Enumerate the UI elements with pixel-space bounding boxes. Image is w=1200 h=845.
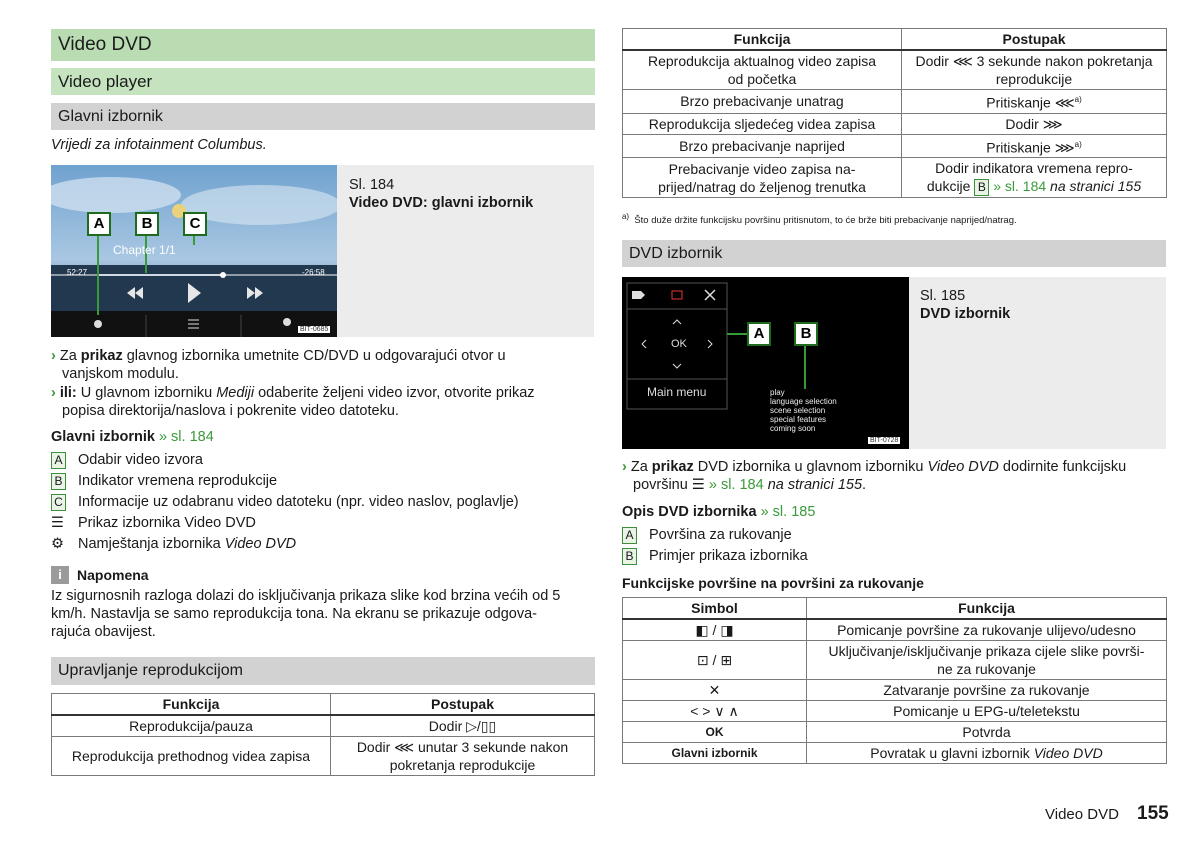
instruction-1: › Za prikaz glavnog izbornika umetnite CD/DVD u odgovarajući otvor u vanjskom modulu.	[51, 348, 506, 382]
bullet-arrow-icon: ›	[51, 385, 56, 401]
callout-c: C	[183, 212, 207, 236]
legend-item: C Informacije uz odabranu video datoteku (npr. video naslov, poglavlje)	[51, 492, 519, 513]
callout-b: B	[135, 212, 159, 236]
table-row: Brzo prebacivanje naprijed Pritiskanje ⋙$^{a)}$	[623, 134, 1167, 158]
note-text: Iz sigurnosnih razloga dolazi do isključivanja prikaza slike kod brzina većih od 5 km/h. Nastavlja se samo reprodukcija tona. Na ekranu se prikazuje odgova- rajuća obavijest.	[51, 588, 561, 640]
footnote: $^{a)}$ Što duže držite funkcijsku površinu pritisnutom, to će brže biti prebacivanje naprijed/natrag.	[622, 212, 1017, 227]
dvd-menu-list	[770, 388, 837, 433]
figure-184-number: Sl. 184	[349, 177, 395, 193]
settings-gear-icon: ⚙	[51, 536, 64, 552]
figure-ref-link[interactable]: » sl. 184	[154, 429, 214, 445]
list-menu-icon: ☰	[691, 477, 705, 493]
section-title-glavni-izbornik: Glavni izbornik	[51, 103, 595, 130]
table-row: Brzo prebacivanje unatrag Pritiskanje ⋘$^{a)}$	[623, 90, 1167, 114]
section-title-dvd-izbornik: DVD izbornik	[622, 240, 1166, 267]
table-row: Reprodukcija prethodnog videa zapisa Dodir ⋘ unutar 3 sekunde nakon pokretanja reprodukcije	[52, 737, 595, 776]
table-row: ✕ Zatvaranje površine za rukovanje	[623, 680, 1167, 701]
video-screen-image	[51, 165, 337, 337]
instruction-2: › ili: U glavnom izborniku Mediji odaberite željeni video izvor, otvorite prikaz popisa direktorija/naslova i pokrenite video datoteku.	[51, 385, 535, 419]
footer-section: Video DVD	[1045, 806, 1119, 823]
table-row: ◧ / ◨ Pomicanje površine za rukovanje ulijevo/udesno	[623, 619, 1167, 641]
figure-ref-link[interactable]: » sl. 184	[704, 477, 764, 493]
figure-code: BIT-0728	[870, 437, 899, 444]
playback-table-1: Funkcija Postupak Reprodukcija/pauza Dodir ▷/▯▯ Reprodukcija prethodnog videa zapisa Dodir ⋘ unutar 3 sekunde nakon pokretanja reprodukcije	[51, 693, 595, 776]
callout-a: A	[747, 322, 771, 346]
figure-ref-link[interactable]: » sl. 185	[756, 504, 816, 520]
page-number: 155	[1137, 803, 1169, 824]
legend-item: ☰ Prikaz izbornika Video DVD	[51, 513, 519, 534]
figure-185-number: Sl. 185	[920, 288, 966, 304]
main-menu-button[interactable]: Main menu	[647, 385, 707, 399]
legend-item: A Odabir video izvora	[51, 450, 519, 471]
list-item[interactable]: coming soon	[770, 424, 816, 433]
instruction-dvd: › Za prikaz DVD izbornika u glavnom izborniku Video DVD dodirnite funkcijsku površinu ☰ » sl. 184 na stranici 155.	[622, 459, 1127, 493]
legend-title: Glavni izbornik » sl. 184	[51, 429, 214, 445]
callout-a: A	[87, 212, 111, 236]
section-title-upravljanje: Upravljanje reprodukcijom	[51, 657, 595, 685]
table-row: Reprodukcija sljedećeg videa zapisa Dodir ⋙	[623, 113, 1167, 134]
dvd-menu-screen	[622, 277, 909, 449]
info-icon: i	[51, 566, 69, 584]
legend-item: B Primjer prikaza izbornika	[622, 546, 808, 567]
chapter-label: Chapter 1/1	[113, 243, 176, 257]
table-row: OK Potvrda	[623, 722, 1167, 743]
list-menu-icon: ☰	[51, 515, 64, 531]
playback-table-2: Funkcija Postupak Reprodukcija aktualnog video zapisa od početka Dodir ⋘ 3 sekunde nakon pokretanja reprodukcije Brzo prebacivanje unatrag Pritiskanje ⋘$^{a)}$ Reprodukcija sljedećeg videa zapisa Dodir ⋙ Brzo prebacivanje naprijed Pritiskanje ⋙$^{a)}$ Prebacivanje video zapisa na- prijed/natrag do željenog trenutka Dodir indikatora vremena repro- dukcije B » sl. 184 na stranici 155	[622, 28, 1167, 198]
table-row: Prebacivanje video zapisa na- prijed/natrag do željenog trenutka Dodir indikatora vremena repro- dukcije B » sl. 184 na stranici 155	[623, 158, 1167, 198]
section-title-video-player: Video player	[51, 68, 595, 95]
table-row: ⊡ / ⊞ Uključivanje/isključivanje prikaza cijele slike površi- ne za rukovanje	[623, 641, 1167, 680]
table-row: Reprodukcija/pauza Dodir ▷/▯▯	[52, 715, 595, 737]
opis-title: Opis DVD izbornika » sl. 185	[622, 504, 816, 520]
list-item[interactable]: language selection	[770, 397, 837, 406]
legend-item: B Indikator vremena reprodukcije	[51, 471, 519, 492]
legend-item: ⚙ Namještanja izbornika Video DVD	[51, 534, 519, 555]
note-title: Napomena	[77, 567, 149, 583]
figure-185-caption: DVD izbornik	[920, 306, 1011, 322]
time-remaining: -26:58	[302, 268, 325, 277]
symbols-table: Simbol Funkcija ◧ / ◨ Pomicanje površine za rukovanje ulijevo/udesno ⊡ / ⊞ Uključivanje/isključivanje prikaza cijele slike površi- ne za rukovanje ✕ Zatvaranje površine za rukovanje < > ∨ ∧ Pomicanje u EPG-u/teletekstu OK Potvrda Glavni izbornik Povratak u glavni izbornik Video DVD	[622, 597, 1167, 764]
list-item[interactable]: play	[770, 388, 785, 397]
figure-code: BIT-0685	[300, 326, 329, 333]
legend-list	[51, 450, 519, 555]
callout-b: B	[794, 322, 818, 346]
bullet-arrow-icon: ›	[51, 348, 56, 364]
time-elapsed: 52:27	[67, 268, 88, 277]
applies-note: Vrijedi za infotainment Columbus.	[51, 137, 267, 153]
table-row: Reprodukcija aktualnog video zapisa od početka Dodir ⋘ 3 sekunde nakon pokretanja reprodukcije	[623, 50, 1167, 90]
functions-title: Funkcijske površine na površini za rukovanje	[622, 575, 924, 591]
table-row: Glavni izbornik Povratak u glavni izbornik Video DVD	[623, 743, 1167, 764]
legend-item: A Površina za rukovanje	[622, 525, 808, 546]
opis-list	[622, 525, 808, 567]
figure-184-caption: Video DVD: glavni izbornik	[349, 195, 534, 211]
ok-button[interactable]: OK	[671, 338, 687, 350]
list-item[interactable]: scene selection	[770, 406, 826, 415]
bullet-arrow-icon: ›	[622, 459, 627, 475]
progress-handle	[220, 272, 226, 278]
section-title-video-dvd: Video DVD	[51, 29, 595, 61]
list-item[interactable]: special features	[770, 415, 827, 424]
table-row: < > ∨ ∧ Pomicanje u EPG-u/teletekstu	[623, 701, 1167, 722]
figure-ref-link[interactable]: » sl. 184	[989, 178, 1047, 195]
